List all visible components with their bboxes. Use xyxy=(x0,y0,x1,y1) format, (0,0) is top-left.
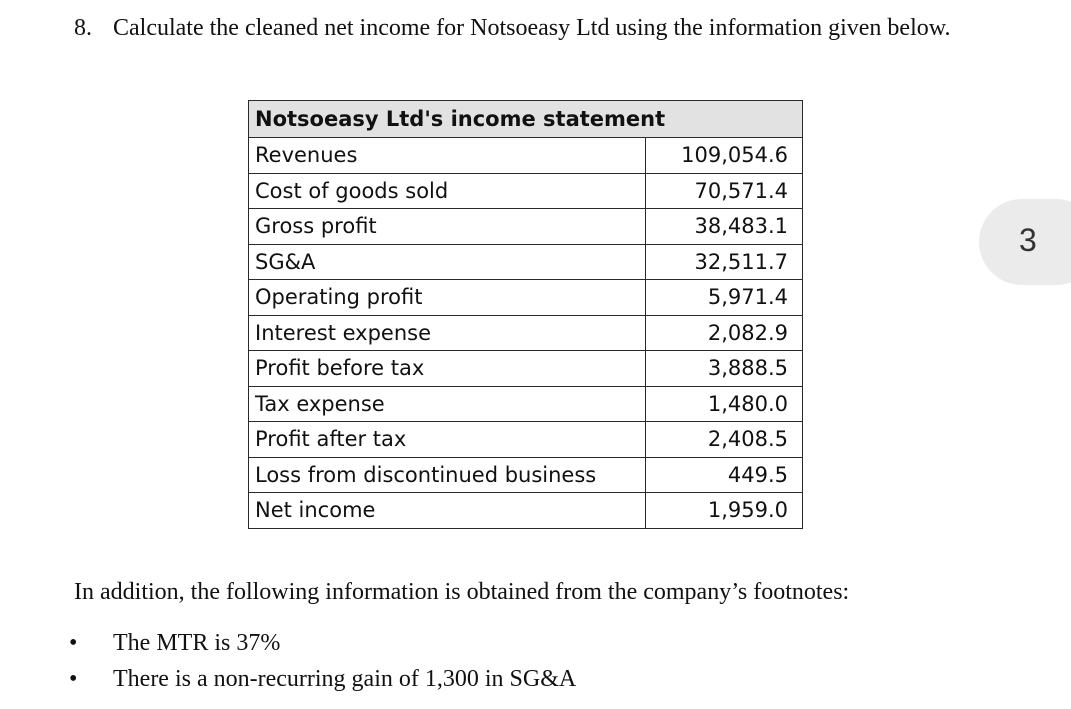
income-statement-table xyxy=(248,100,803,529)
row-value: 2,082.9 xyxy=(646,315,803,351)
note-text: There is a non-recurring gain of 1,300 in SG&A xyxy=(113,666,577,692)
additional-info-text: In addition, the following information is obtained from the company’s footnotes: xyxy=(74,579,850,605)
row-label: Loss from discontinued business xyxy=(249,457,646,493)
row-label: Tax expense xyxy=(249,386,646,422)
row-value: 70,571.4 xyxy=(646,173,803,209)
row-label: Operating profit xyxy=(249,280,646,316)
table-row xyxy=(249,493,803,529)
row-value: 2,408.5 xyxy=(646,422,803,458)
bullet-icon: • xyxy=(69,630,78,656)
table-title: Notsoeasy Ltd's income statement xyxy=(249,101,803,138)
table-row xyxy=(249,386,803,422)
table-row xyxy=(249,244,803,280)
table-row xyxy=(249,315,803,351)
question-text: Calculate the cleaned net income for Notsoeasy Ltd using the information given below. xyxy=(113,15,951,41)
question-number: 8. xyxy=(74,15,92,41)
row-label: Cost of goods sold xyxy=(249,173,646,209)
row-label: Profit before tax xyxy=(249,351,646,387)
row-value: 3,888.5 xyxy=(646,351,803,387)
row-label: Interest expense xyxy=(249,315,646,351)
table-row xyxy=(249,138,803,174)
page-number: 3 xyxy=(1019,222,1037,258)
row-value: 449.5 xyxy=(646,457,803,493)
row-label: Revenues xyxy=(249,138,646,174)
row-value: 1,959.0 xyxy=(646,493,803,529)
row-value: 5,971.4 xyxy=(646,280,803,316)
table-row xyxy=(249,209,803,245)
row-label: Profit after tax xyxy=(249,422,646,458)
page-number-badge[interactable] xyxy=(979,199,1071,285)
row-value: 1,480.0 xyxy=(646,386,803,422)
row-label: Gross profit xyxy=(249,209,646,245)
row-label: Net income xyxy=(249,493,646,529)
row-value: 38,483.1 xyxy=(646,209,803,245)
row-label: SG&A xyxy=(249,244,646,280)
table-row xyxy=(249,173,803,209)
table-row xyxy=(249,351,803,387)
note-text: The MTR is 37% xyxy=(113,630,281,656)
row-value: 32,511.7 xyxy=(646,244,803,280)
table-header-row xyxy=(249,101,803,138)
table-row xyxy=(249,422,803,458)
bullet-icon: • xyxy=(69,666,78,692)
table-row xyxy=(249,457,803,493)
table-row xyxy=(249,280,803,316)
row-value: 109,054.6 xyxy=(646,138,803,174)
